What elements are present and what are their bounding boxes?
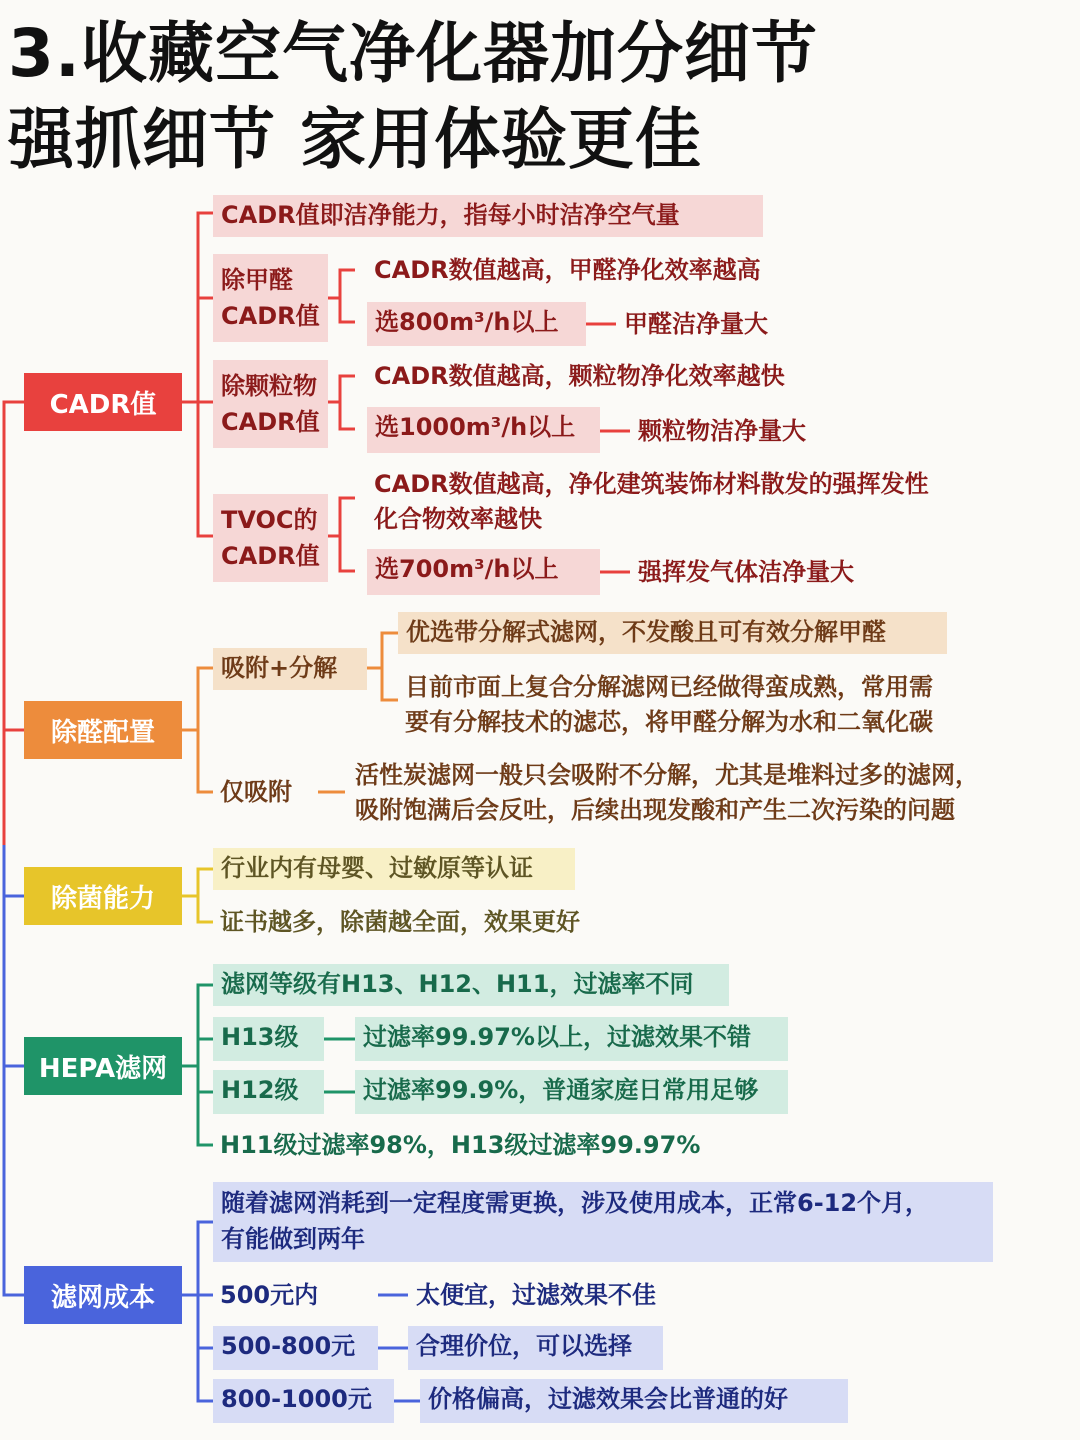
- cadr-particle-result: 颗粒物洁净量大: [638, 417, 806, 445]
- cadr-tvoc-label-1: TVOC的: [221, 506, 318, 534]
- adsorb-decompose-node: 吸附+分解: [213, 648, 367, 690]
- page-subtitle: 强抓细节 家用体验更佳: [8, 101, 702, 178]
- cadr-particle-point: CADR数值越高，颗粒物净化效率越快: [374, 362, 785, 390]
- cadr-tvoc-label-2: CADR值: [221, 542, 320, 570]
- cadr-tvoc-pick: 选700m³/h以上: [367, 549, 600, 595]
- sterilize-connectors: [182, 869, 213, 922]
- filter-cost-point-1: [213, 1182, 993, 1262]
- hepa-point-4: H11级过滤率98%，H13级过滤率99.97%: [220, 1131, 701, 1159]
- category-hepa: HEPA滤网: [24, 1037, 182, 1095]
- filter-cost-point-1a: 随着滤网消耗到一定程度需更换，涉及使用成本，正常6-12个月，: [221, 1189, 930, 1217]
- adsorb-only-node: 仅吸附: [220, 778, 292, 806]
- cadr-tvoc-point-2: 化合物效率越快: [374, 505, 542, 533]
- hepa-connectors: [182, 985, 355, 1145]
- cadr-formaldehyde-label-1: 除甲醛: [221, 266, 293, 294]
- root-spine-lower: [4, 845, 24, 1295]
- cadr-tvoc-node: [213, 494, 328, 582]
- page-title: 3.收藏空气净化器加分细节: [8, 15, 818, 92]
- cadr-formaldehyde-pick: 选800m³/h以上: [367, 302, 586, 346]
- cadr-particle-label-1: 除颗粒物: [221, 372, 317, 400]
- hepa-h12-detail: 过滤率99.9%，普通家庭日常用足够: [355, 1070, 788, 1114]
- cadr-particle-label-2: CADR值: [221, 408, 320, 436]
- adsorb-only-point-a: 活性炭滤网一般只会吸附不分解，尤其是堆料过多的滤网，: [355, 761, 979, 789]
- adsorb-decompose-point-2b: 要有分解技术的滤芯，将甲醛分解为水和二氧化碳: [405, 708, 933, 736]
- cadr-formaldehyde-point: CADR数值越高，甲醛净化效率越高: [374, 256, 761, 284]
- category-formaldehyde-config: 除醛配置: [24, 701, 182, 759]
- cadr-definition: CADR值即洁净能力，指每小时洁净空气量: [213, 195, 763, 237]
- cadr-tvoc-point-1: CADR数值越高，净化建筑装饰材料散发的强挥发性: [374, 470, 929, 498]
- cadr-formaldehyde-node: [213, 254, 328, 342]
- hepa-h12-label: H12级: [213, 1070, 324, 1114]
- filter-cost-point-1b: 有能做到两年: [221, 1225, 365, 1253]
- filter-cost-tier3-detail: 价格偏高，过滤效果会比普通的好: [420, 1379, 848, 1423]
- filter-cost-tier3-label: 800-1000元: [213, 1379, 394, 1423]
- sterilize-point-2: 证书越多，除菌越全面，效果更好: [220, 908, 580, 936]
- root-spine-upper: [4, 402, 24, 845]
- adsorb-decompose-point-2a: 目前市面上复合分解滤网已经做得蛮成熟，常用需: [405, 673, 933, 701]
- adsorb-decompose-point-1: 优选带分解式滤网，不发酸且可有效分解甲醛: [398, 612, 947, 654]
- filter-cost-tier2-detail: 合理价位，可以选择: [408, 1326, 663, 1370]
- category-filter-cost: 滤网成本: [24, 1266, 182, 1324]
- hepa-point-1: 滤网等级有H13、H12、H11，过滤率不同: [213, 964, 729, 1006]
- category-cadr: CADR值: [24, 373, 182, 431]
- cadr-particle-pick: 选1000m³/h以上: [367, 407, 600, 453]
- adsorb-only-point-b: 吸附饱满后会反吐，后续出现发酸和产生二次污染的问题: [355, 796, 955, 824]
- cadr-tvoc-result: 强挥发气体洁净量大: [638, 558, 854, 586]
- hepa-h13-label: H13级: [213, 1017, 324, 1061]
- filter-cost-tier1-label: 500元内: [220, 1281, 319, 1309]
- sterilize-point-1: 行业内有母婴、过敏原等认证: [213, 848, 575, 890]
- cadr-formaldehyde-result: 甲醛洁净量大: [624, 310, 768, 338]
- filter-cost-tier1-detail: 太便宜，过滤效果不佳: [416, 1281, 656, 1309]
- category-sterilize: 除菌能力: [24, 867, 182, 925]
- cadr-particle-node: [213, 360, 328, 448]
- filter-cost-tier2-label: 500-800元: [213, 1326, 378, 1370]
- hepa-h13-detail: 过滤率99.97%以上，过滤效果不错: [355, 1017, 788, 1061]
- cadr-formaldehyde-label-2: CADR值: [221, 302, 320, 330]
